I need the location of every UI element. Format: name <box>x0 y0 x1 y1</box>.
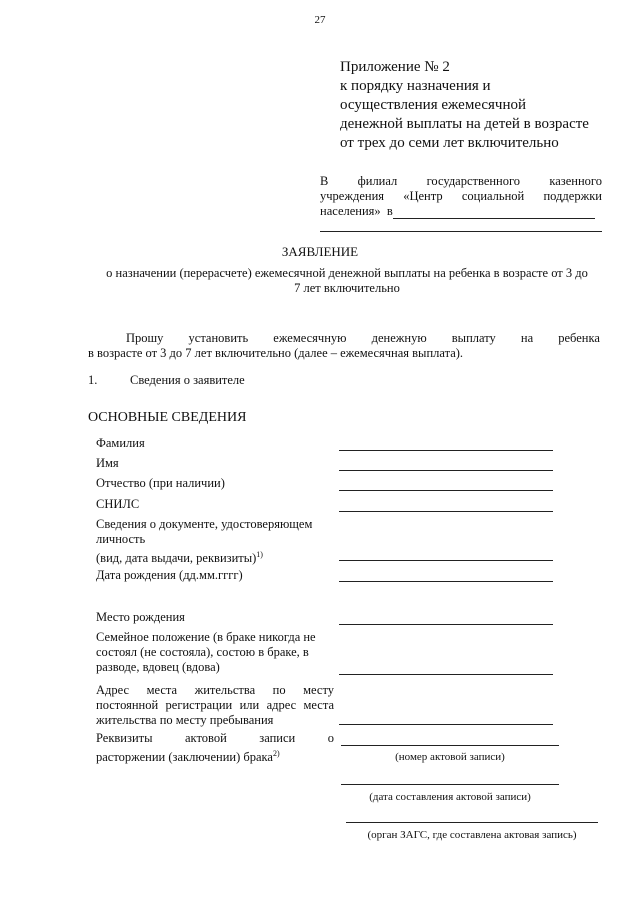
branch-fill-line-2[interactable] <box>320 231 602 232</box>
request-word: выплату <box>451 331 496 345</box>
addressee-word: филиал <box>357 174 398 188</box>
section-title: Сведения о заявителе <box>130 373 245 387</box>
addressee-word: поддержки <box>543 189 602 203</box>
appendix-line: осуществления ежемесячной <box>340 97 527 113</box>
page-number: 27 <box>314 14 326 26</box>
footnote-mark: 1) <box>256 550 263 559</box>
label-marital-status <box>96 630 334 675</box>
label-line: личность <box>96 532 146 546</box>
addressee-line-3 <box>320 204 602 219</box>
subtitle-line: 7 лет включительно <box>294 281 400 295</box>
addressee-word: населения» <box>320 204 381 218</box>
zags-field[interactable] <box>346 822 598 823</box>
label-line <box>96 547 334 566</box>
document-title: ЗАЯВЛЕНИЕ <box>281 244 359 259</box>
addressee-word: учреждения <box>320 189 385 203</box>
branch-fill-line[interactable] <box>393 206 595 219</box>
request-word: денежную <box>371 331 427 345</box>
addressee-line-2 <box>320 189 602 204</box>
birth-place-field[interactable] <box>339 624 553 625</box>
label-text: расторжении (заключении) брака <box>96 750 273 765</box>
addressee-word: в <box>386 204 393 218</box>
addressee-word: В <box>320 174 329 188</box>
basic-info-heading: ОСНОВНЫЕ СВЕДЕНИЯ <box>88 410 247 425</box>
request-word: ежемесячную <box>273 331 347 345</box>
id-document-field[interactable] <box>339 560 553 561</box>
caption-record-number: (номер актовой записи) <box>395 751 505 763</box>
label-birth-place: Место рождения <box>96 610 185 624</box>
caption-record-date: (дата составления актовой записи) <box>369 791 531 803</box>
request-word: Прошу <box>126 331 164 345</box>
request-word: ребенка <box>558 331 600 345</box>
address-field[interactable] <box>339 724 553 725</box>
surname-field[interactable] <box>339 450 553 451</box>
label-snils: СНИЛС <box>96 497 140 511</box>
label-line: состоял (не состояла), состою в браке, в <box>96 645 309 659</box>
label-birth-date: Дата рождения (дд.мм.гггг) <box>96 568 243 582</box>
label-line: Адрес места жительства по месту <box>96 683 334 697</box>
request-word: на <box>520 331 534 345</box>
request-line-1 <box>88 331 600 346</box>
appendix-line: Приложение № 2 <box>340 59 450 75</box>
label-address <box>96 683 334 728</box>
snils-field[interactable] <box>339 511 553 512</box>
label-text: (вид, дата выдачи, реквизиты) <box>96 551 257 566</box>
addressee-word: социальной <box>461 189 525 203</box>
label-line: Реквизиты актовой записи о <box>96 731 334 745</box>
section-heading-applicant <box>88 373 245 388</box>
label-name: Имя <box>96 456 119 470</box>
request-word: установить <box>188 331 249 345</box>
name-field[interactable] <box>339 470 553 471</box>
label-marriage-record <box>96 731 334 765</box>
label-surname: Фамилия <box>96 436 145 450</box>
caption-zags: (орган ЗАГС, где составлена актовая запись) <box>367 829 577 841</box>
request-paragraph <box>88 331 600 361</box>
record-number-field[interactable] <box>341 745 559 746</box>
section-number: 1. <box>88 373 98 387</box>
label-line: разводе, вдовец (вдова) <box>96 660 220 674</box>
appendix-line: от трех до семи лет включительно <box>340 135 559 151</box>
birth-date-field[interactable] <box>339 581 553 582</box>
addressee-word: государственного <box>426 174 521 188</box>
appendix-block <box>340 58 610 153</box>
label-line: жительства по месту пребывания <box>96 713 274 727</box>
label-line <box>96 746 334 765</box>
appendix-line: денежной выплаты на детей в возрасте <box>340 116 589 132</box>
label-line: Сведения о документе, удостоверяющем <box>96 517 313 531</box>
label-id-document <box>96 517 334 566</box>
appendix-line: к порядку назначения и <box>340 78 491 94</box>
label-line: постоянной регистрации или адрес места <box>96 698 334 712</box>
addressee-word: «Центр <box>403 189 443 203</box>
addressee-line-1 <box>320 174 602 189</box>
patronymic-field[interactable] <box>339 490 553 491</box>
label-text: Семейное положение (в браке никогда не <box>96 630 316 644</box>
label-patronymic: Отчество (при наличии) <box>96 476 225 490</box>
addressee-block <box>320 174 602 232</box>
subtitle-line: о назначении (перерасчете) ежемесячной денежной выплаты на ребенка в возрасте от 3 до <box>106 266 588 280</box>
document-subtitle <box>90 266 604 296</box>
footnote-mark: 2) <box>272 749 280 758</box>
label-line <box>96 630 334 645</box>
addressee-word: казенного <box>549 174 602 188</box>
record-date-field[interactable] <box>341 784 559 785</box>
marital-status-field[interactable] <box>339 674 553 675</box>
request-line-2: в возрасте от 3 до 7 лет включительно (далее – ежемесячная выплата). <box>88 346 464 360</box>
